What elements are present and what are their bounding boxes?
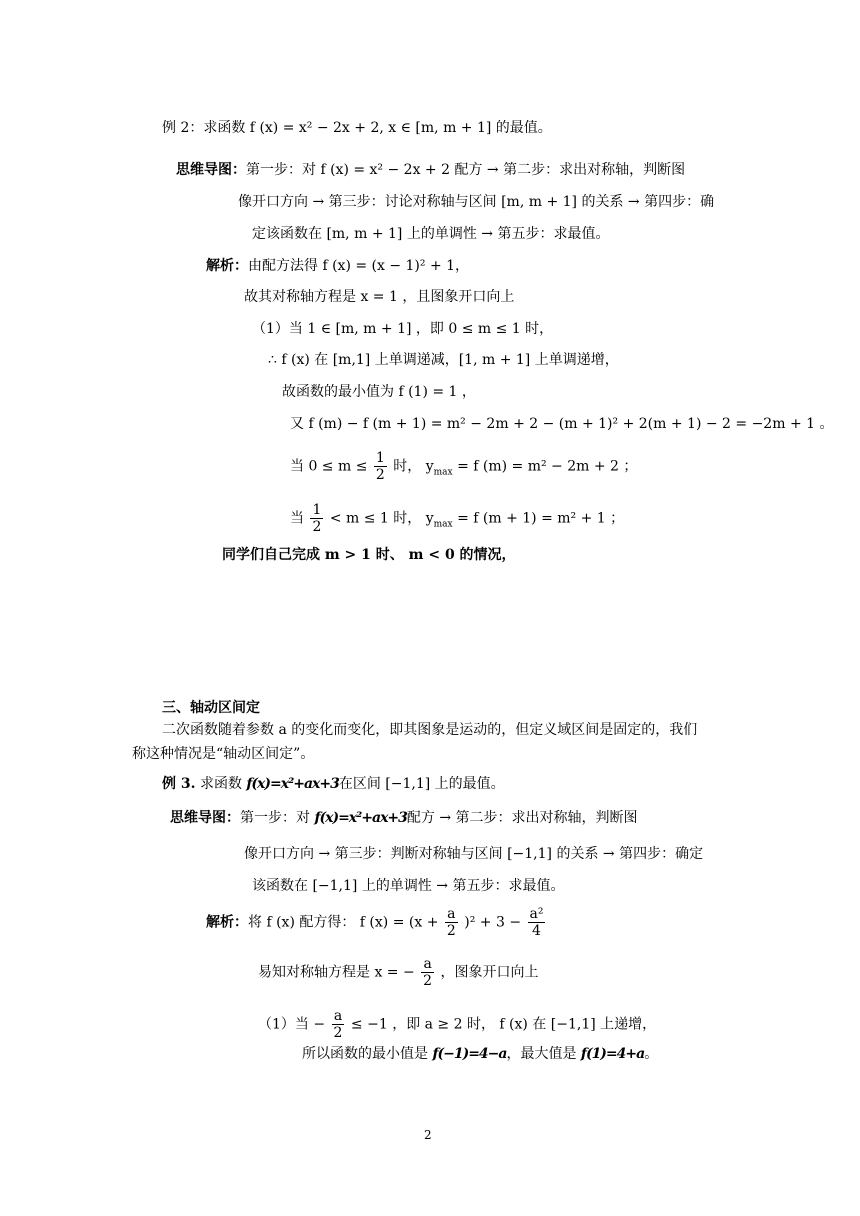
fraction-a-over-2 (421, 956, 434, 989)
fraction-a-squared-over-4 (528, 906, 546, 939)
case-1-suffix: ≤ −1 ，即 a ≥ 2 时， f (x) 在 [−1,1] 上递增， (350, 1016, 657, 1033)
extremes-middle: ，最大值是 (506, 1046, 581, 1062)
fraction-a-over-2 (445, 906, 458, 939)
extremes-prefix: 所以函数的最小值是 (302, 1046, 433, 1062)
example-2-solution-line-1 (206, 256, 469, 276)
example-2-solution-line-4: ∴ f (x) 在 [m,1] 上单调递减，[1, m + 1] 上单调递增， (268, 352, 619, 368)
example-2-mind-map-line-2: 像开口方向 → 第三步：讨论对称轴与区间 [m, m + 1] 的关系 → 第四步：确 (238, 194, 715, 210)
case-1-prefix: 当 0 ≤ m ≤ (290, 458, 368, 475)
example-3-title-prefix: 求函数 (195, 776, 247, 792)
example-2-solution-line-6: 又 f (m) − f (m + 1) = m² − 2m + 2 − (m + 1)² + 2(m + 1) − 2 = −2m + 1 。 (290, 416, 834, 432)
example-2-solution-line-2: 故其对称轴方程是 x = 1 ，且图象开口向上 (244, 289, 515, 305)
fraction-one-half (374, 450, 387, 483)
solution-label: 解析： (206, 258, 248, 274)
page-number: 2 (424, 1128, 432, 1142)
example-2-solution-line-5: 故函数的最小值为 f (1) = 1 ， (282, 384, 476, 400)
example-2-mind-map-line-1 (176, 160, 685, 180)
fraction-numerator: a (445, 906, 458, 923)
garbled-formula: f(x)=x²+ax+3 (314, 810, 407, 826)
fraction-denominator: 2 (333, 1025, 343, 1041)
case-1-when: 时， y (393, 458, 434, 475)
extremes-suffix: 。 (644, 1046, 659, 1062)
max-subscript: max (433, 519, 453, 530)
fraction-numerator: 1 (312, 502, 322, 518)
example-3-case-1 (258, 1008, 656, 1041)
fraction-denominator: 4 (532, 923, 541, 939)
example-2-mind-map-line-3: 定该函数在 [m, m + 1] 上的单调性 → 第五步：求最值。 (252, 226, 610, 242)
section-3-intro-line-2: 称这种情况是“轴动区间定”。 (132, 746, 315, 762)
example-3-axis-line (258, 956, 539, 989)
mind-map-text: 第一步：对 f (x) = x² − 2x + 2 配方 → 第二步：求出对称轴，判断图 (246, 162, 686, 178)
case-2-prefix: 当 (290, 510, 304, 527)
students-exercise-note: 同学们自己完成 m > 1 时、 m < 0 的情况， (222, 547, 516, 563)
example-3-solution-line-1 (206, 906, 547, 939)
fraction-denominator: 2 (423, 973, 433, 989)
solution-label: 解析： (206, 914, 248, 931)
axis-suffix: ，图象开口向上 (440, 964, 539, 981)
example-3-mind-map-line-1 (170, 808, 638, 828)
example-2-case-2 (290, 502, 624, 535)
example-3-mind-map-line-3: 该函数在 [−1,1] 上的单调性 → 第五步：求最值。 (252, 878, 565, 894)
mind-map-text-prefix: 第一步：对 (240, 810, 315, 826)
fraction-numerator: a (421, 956, 434, 973)
section-3-heading: 三、轴动区间定 (162, 700, 260, 716)
fraction-denominator: 2 (375, 467, 385, 483)
case-1-prefix: （1）当 − (258, 1016, 326, 1033)
solution-middle: )² + 3 − (464, 914, 522, 931)
fraction-one-half (310, 502, 323, 535)
solution-text: 由配方法得 f (x) = (x − 1)² + 1， (248, 258, 470, 274)
example-2-title: 例 2：求函数 f (x) = x² − 2x + 2, x ∈ [m, m + 1] 的最值。 (162, 120, 552, 136)
example-3-title-suffix: 在区间 [−1,1] 上的最值。 (338, 776, 505, 792)
solution-prefix: 将 f (x) 配方得： f (x) = (x + (248, 914, 439, 931)
axis-prefix: 易知对称轴方程是 x = − (258, 964, 415, 981)
section-3-intro-line-1: 二次函数随着参数 a 的变化而变化，即其图象是运动的，但定义域区间是固定的，我们 (162, 722, 698, 738)
fraction-numerator: a (332, 1008, 345, 1025)
fraction-numerator: 1 (375, 450, 385, 466)
fraction-denominator: 2 (446, 923, 456, 939)
case-1-result: = f (m) = m² − 2m + 2 ； (452, 458, 638, 475)
garbled-formula: f(x)=x²+ax+3 (246, 776, 339, 792)
max-subscript: max (433, 467, 453, 478)
garbled-formula: f(−1)=4−a (432, 1046, 507, 1062)
fraction-denominator: 2 (312, 519, 322, 535)
garbled-formula: f(1)=4+a (580, 1046, 645, 1062)
case-2-result: = f (m + 1) = m² + 1 ； (452, 510, 625, 527)
mind-map-label: 思维导图： (176, 162, 246, 178)
example-2-case-1 (290, 450, 637, 483)
example-3-title (162, 774, 505, 794)
example-2-solution-line-3: （1）当 1 ∈ [m, m + 1] ，即 0 ≤ m ≤ 1 时， (252, 321, 554, 337)
example-3-extremes (302, 1044, 658, 1064)
fraction-a-over-2 (332, 1008, 345, 1041)
mind-map-text-suffix: 配方 → 第二步：求出对称轴，判断图 (406, 810, 638, 826)
example-3-label: 例 3. (162, 776, 196, 792)
example-3-mind-map-line-2: 像开口方向 → 第三步：判断对称轴与区间 [−1,1] 的关系 → 第四步：确定 (244, 846, 704, 862)
fraction-numerator: a² (529, 906, 544, 922)
case-2-when: < m ≤ 1 时， y (329, 510, 434, 527)
mind-map-label: 思维导图： (170, 810, 240, 826)
